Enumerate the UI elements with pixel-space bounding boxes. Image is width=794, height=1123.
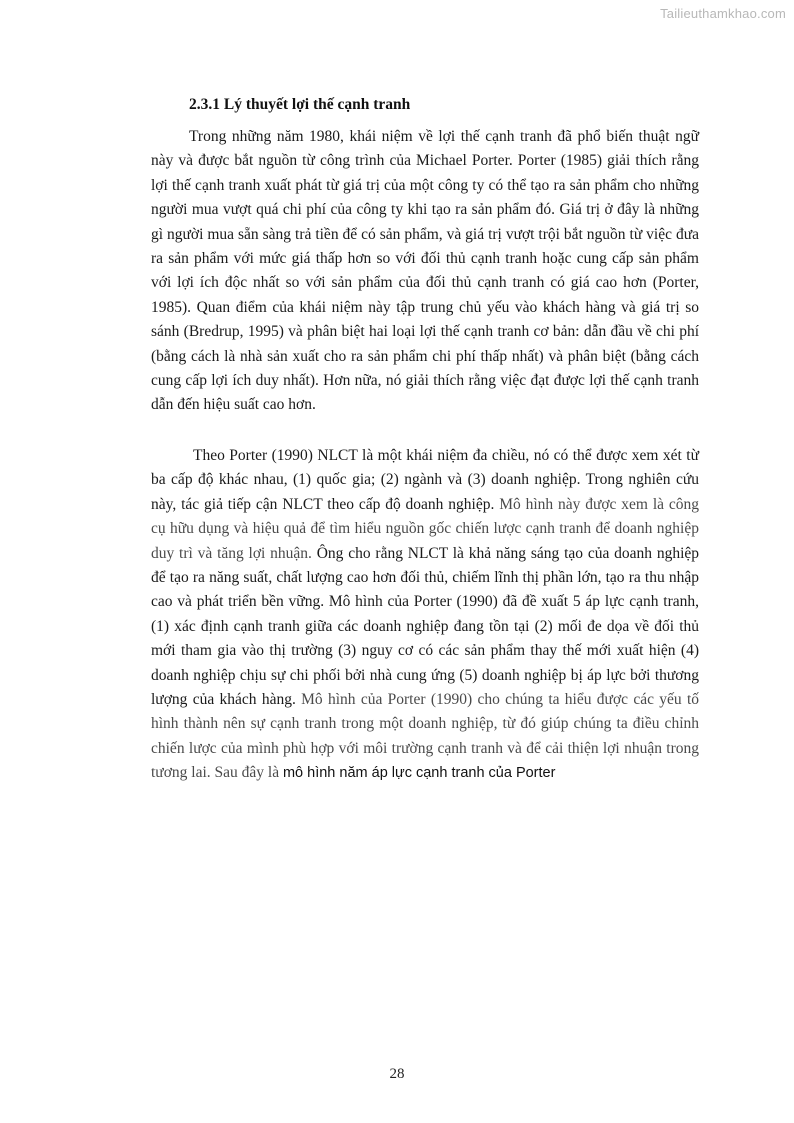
watermark-text: Tailieuthamkhao.com [660,6,786,21]
paragraph-competitive-advantage: Trong những năm 1980, khái niệm về lợi thế cạnh tranh đã phổ biến thuật ngữ này và được bắt nguồn từ công trình của Michael Porter. Porter (1985) giải thích rằng lợi thế cạnh tranh xuất phát từ giá trị của một công ty có thể tạo ra sản phẩm cho những người mua vượt quá chi phí của công ty khi tạo ra sản phẩm đó. Giá trị ở đây là những gì người mua sẵn sàng trả tiền để có sản phẩm, và giá trị vượt trội bắt nguồn từ việc đưa ra sản phẩm với mức giá thấp hơn so với đối thủ cạnh tranh hoặc cung cấp sản phẩm với lợi ích độc nhất so với sản phẩm của đối thủ cạnh tranh có giá cao hơn (Porter, 1985). Quan điểm của khái niệm này tập trung chủ yếu vào khách hàng và giá trị so sánh (Bredrup, 1995) và phân biệt hai loại lợi thế cạnh tranh cơ bản: dẫn đầu về chi phí (bằng cách là nhà sản xuất cho ra sản phẩm chi phí thấp nhất) và phân biệt (bằng cách cung cấp lợi ích duy nhất). Hơn nữa, nó giải thích rằng việc đạt được lợi thế cạnh tranh dẫn đến hiệu suất cao hơn. [151,128,699,414]
paragraph-porter-model-part2: Mô hình này được xem là công cụ hữu dụng và hiệu quả để tìm hiểu nguồn gốc chiến lược cạnh tranh để doanh nghiệp duy trì và tăng lợi nhuận. [151,495,699,562]
paragraph-porter-model-part5: mô hình năm áp lực cạnh tranh của Porter [282,765,556,782]
paragraph-porter-model-part1: Theo Porter (1990) NLCT là một khái niệm đa chiều, nó có thể được xem xét từ ba cấp độ khác nhau, (1) quốc gia; (2) ngành và (3) doanh nghiệp. Trong nghiên cứu này, tác giả tiếp cận NLCT theo cấp độ doanh nghiệp. [151,447,699,513]
paragraph-porter-model-part4: Mô hình của Porter (1990) cho chúng ta hiểu được các yếu tố hình thành nên sự cạnh tranh trong một doanh nghiệp, từ đó giúp chúng ta điều chỉnh chiến lược của mình phù hợp với môi trường cạnh tranh và để cải thiện lợi nhuận trong tương lai. Sau đây là [151,691,699,782]
page-number: 28 [389,1066,405,1082]
paragraph-porter-model [151,444,699,786]
paragraph-porter-model-part3: Ông cho rằng NLCT là khả năng sáng tạo của doanh nghiệp để tạo ra năng suất, chất lượng cao hơn đối thủ, chiếm lĩnh thị phần lớn, tạo ra thu nhập cao và phát triển bền vững. Mô hình của Porter (1990) đã đề xuất 5 áp lực cạnh tranh, (1) xác định cạnh tranh giữa các doanh nghiệp đang tồn tại (2) mối đe dọa về đối thủ mới tham gia vào thị trường (3) nguy cơ có các sản phẩm thay thế mới xuất hiện (4) doanh nghiệp chịu sự chi phối bởi nhà cung ứng (5) doanh nghiệp bị áp lực bởi thương lượng của khách hàng. [151,544,700,709]
section-heading: 2.3.1 Lý thuyết lợi thế cạnh tranh [189,96,411,113]
